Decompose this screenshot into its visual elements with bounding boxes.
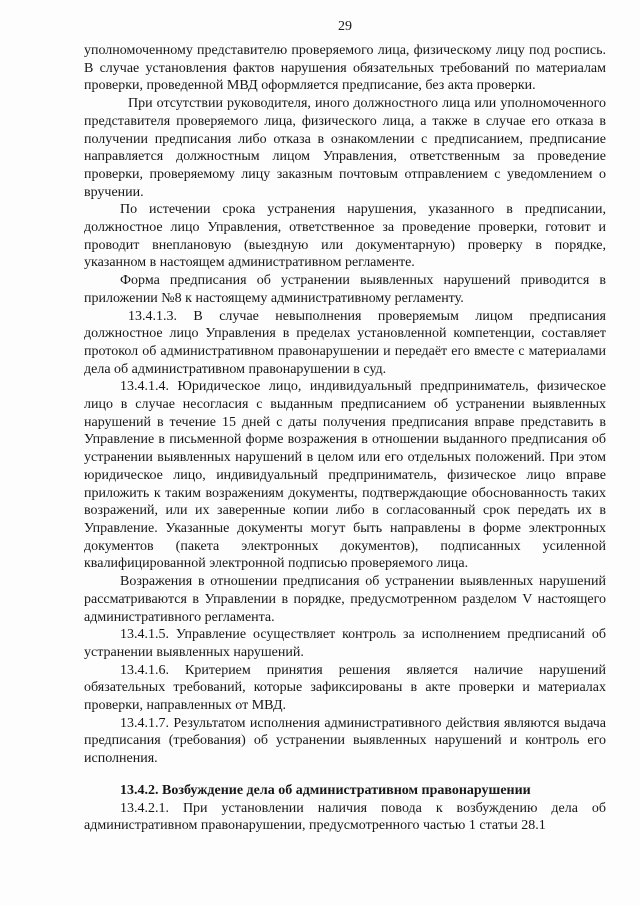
paragraph-13-4-1-5: 13.4.1.5. Управление осуществляет контроль за исполнением предписаний об устранении выявленных нарушений.: [84, 627, 606, 660]
paragraph-13-4-1-3: 13.4.1.3. В случае невыполнения проверяемым лицом предписания должностное лицо Управления в пределах установленной компетенции, составляет протокол об административном правонарушении и передаёт его вместе с материалами дела об административном правонарушении в суд.: [84, 308, 606, 377]
paragraph-absence-of-head: При отсутствии руководителя, иного должностного лица или уполномоченного представителя проверяемого лица, физического лица, а также в случае его отказа в получении предписания либо отказа в ознакомлении с предписанием, предписание направляется должностным лицом Управления, ответственным за проведение проверки, проверяемому лицу заказным почтовым отправлением с уведомлением о вручении.: [84, 96, 606, 200]
section-heading-13-4-2: 13.4.2. Возбуждение дела об административном правонарушении: [120, 782, 531, 798]
paragraph-13-4-1-6: 13.4.1.6. Критерием принятия решения является наличие нарушений обязательных требований, которые зафиксированы в акте проверки и материалах проверки, направленных от МВД.: [84, 662, 606, 714]
paragraph-continuation: уполномоченному представителю проверяемого лица, физическому лицу под роспись. В случае установления фактов нарушения обязательных требований по материалам проверки, проведенной МВД оформляется предписание, без акта проверки.: [84, 43, 606, 94]
paragraph-objections: Возражения в отношении предписания об устранении выявленных нарушений рассматриваются в Управлении в порядке, предусмотренном разделом V настоящего административного регламента.: [84, 574, 606, 625]
paragraph-order-form: Форма предписания об устранении выявленных нарушений приводится в приложении №8 к настоящему административному регламенту.: [84, 273, 606, 306]
paragraph-13-4-2-1: 13.4.2.1. При установлении наличия повода к возбуждению дела об административном правонарушении, предусмотренного частью 1 статьи 28.1: [84, 800, 606, 834]
paragraph-deadline-expiry: По истечении срока устранения нарушения, указанного в предписании, должностное лицо Управления, ответственное за проведение проверки, готовит и проводит внеплановую (выездную или документарную) проверку в порядке, указанном в настоящем административном регламенте.: [84, 202, 606, 271]
paragraph-13-4-1-7: 13.4.1.7. Результатом исполнения административного действия являются выдача предписания (требования) об устранении выявленных нарушений и контроль его исполнения.: [84, 715, 606, 767]
paragraph-13-4-1-4: 13.4.1.4. Юридическое лицо, индивидуальный предприниматель, физическое лицо в случае несогласия с выданным предписанием об устранении выявленных нарушений в течение 15 дней с даты получения предписания вправе представить в Управление в письменной форме возражения в отношении выданного предписания об устранении выявленных нарушений в целом или его отдельных положений. При этом юридическое лицо, индивидуальный предприниматель, физическое лицо вправе приложить к таким возражениям документы, подтверждающие обоснованность таких возражений, или их заверенные копии либо в согласованный срок передать их в Управление. Указанные документы могут быть направлены в форме электронных документов (пакета электронных документов), подписанных усиленной квалифицированной электронной подписью проверяемого лица.: [84, 379, 606, 572]
page-number: 29: [338, 19, 352, 34]
